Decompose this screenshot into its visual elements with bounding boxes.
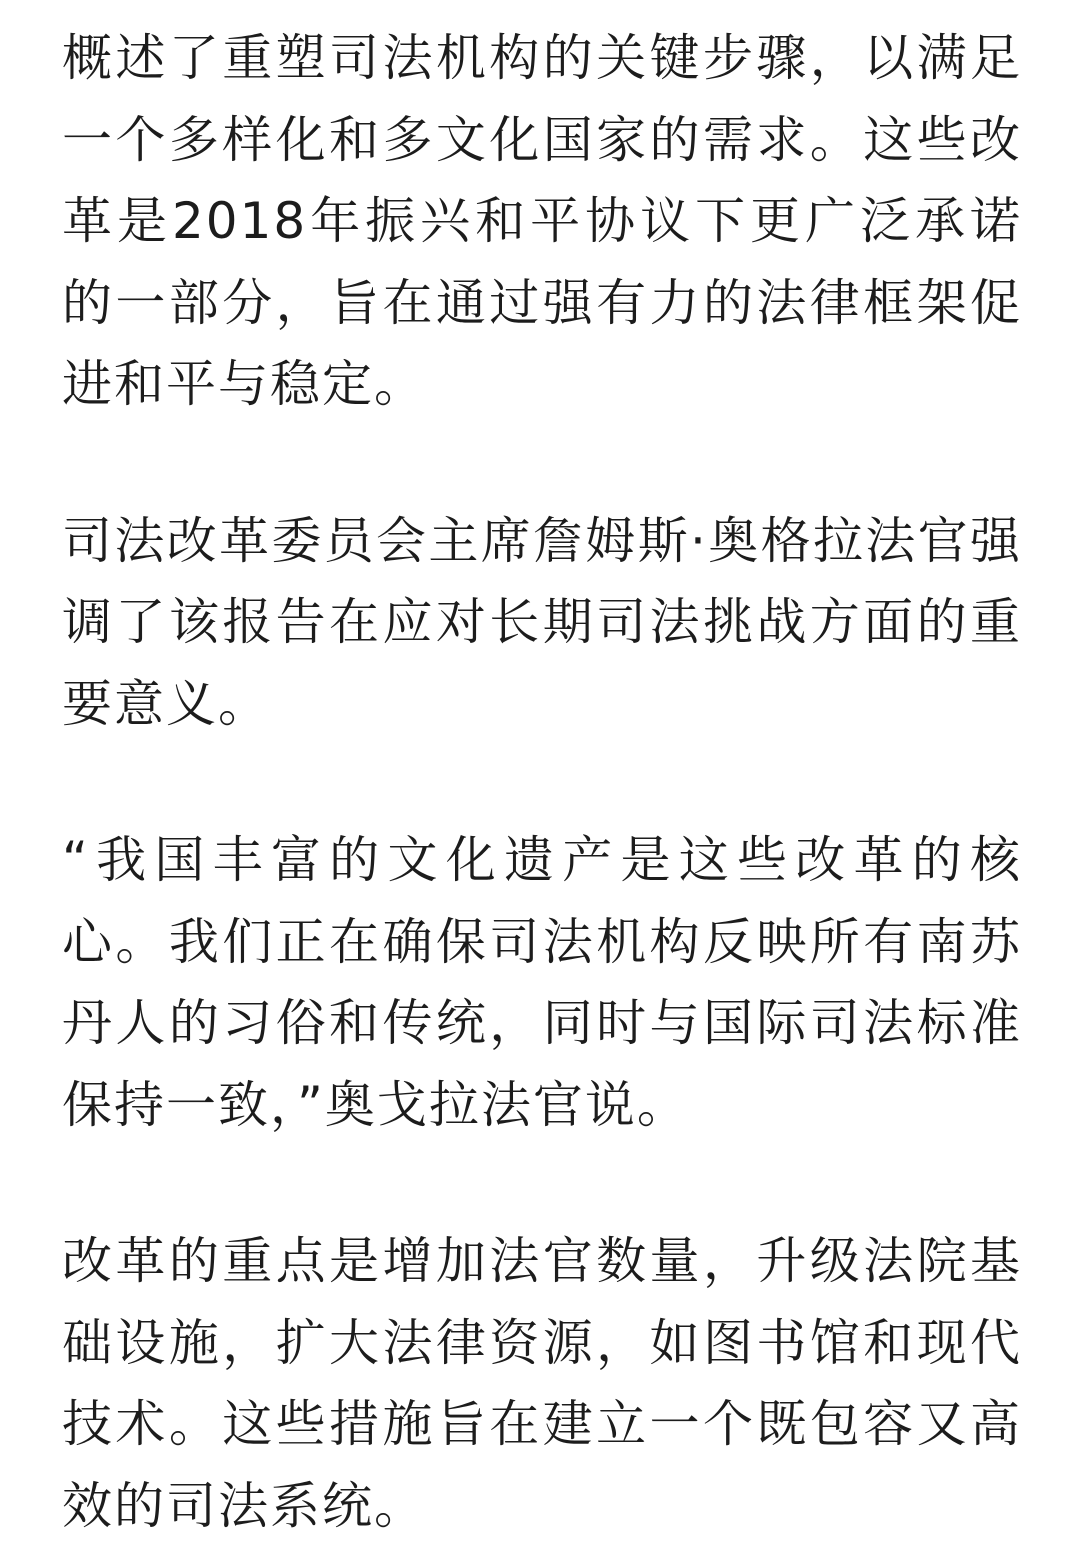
article-paragraph-3: “我国丰富的文化遗产是这些改革的核心。我们正在确保司法机构反映所有南苏丹人的习俗和传统，同时与国际司法标准保持一致，”奥戈拉法官说。 [62,831,1022,1134]
article-body [62,18,1022,1547]
article-paragraph-2: 司法改革委员会主席詹姆斯·奥格拉法官强调了该报告在应对长期司法挑战方面的重要意义。 [62,511,1022,733]
article-paragraph-4: 改革的重点是增加法官数量，升级法院基础设施，扩大法律资源，如图书馆和现代技术。这些措施旨在建立一个既包容又高效的司法系统。 [62,1232,1022,1535]
article-paragraph-1: 概述了重塑司法机构的关键步骤，以满足一个多样化和多文化国家的需求。这些改革是2018年振兴和平协议下更广泛承诺的一部分，旨在通过强有力的法律框架促进和平与稳定。 [62,29,1022,413]
